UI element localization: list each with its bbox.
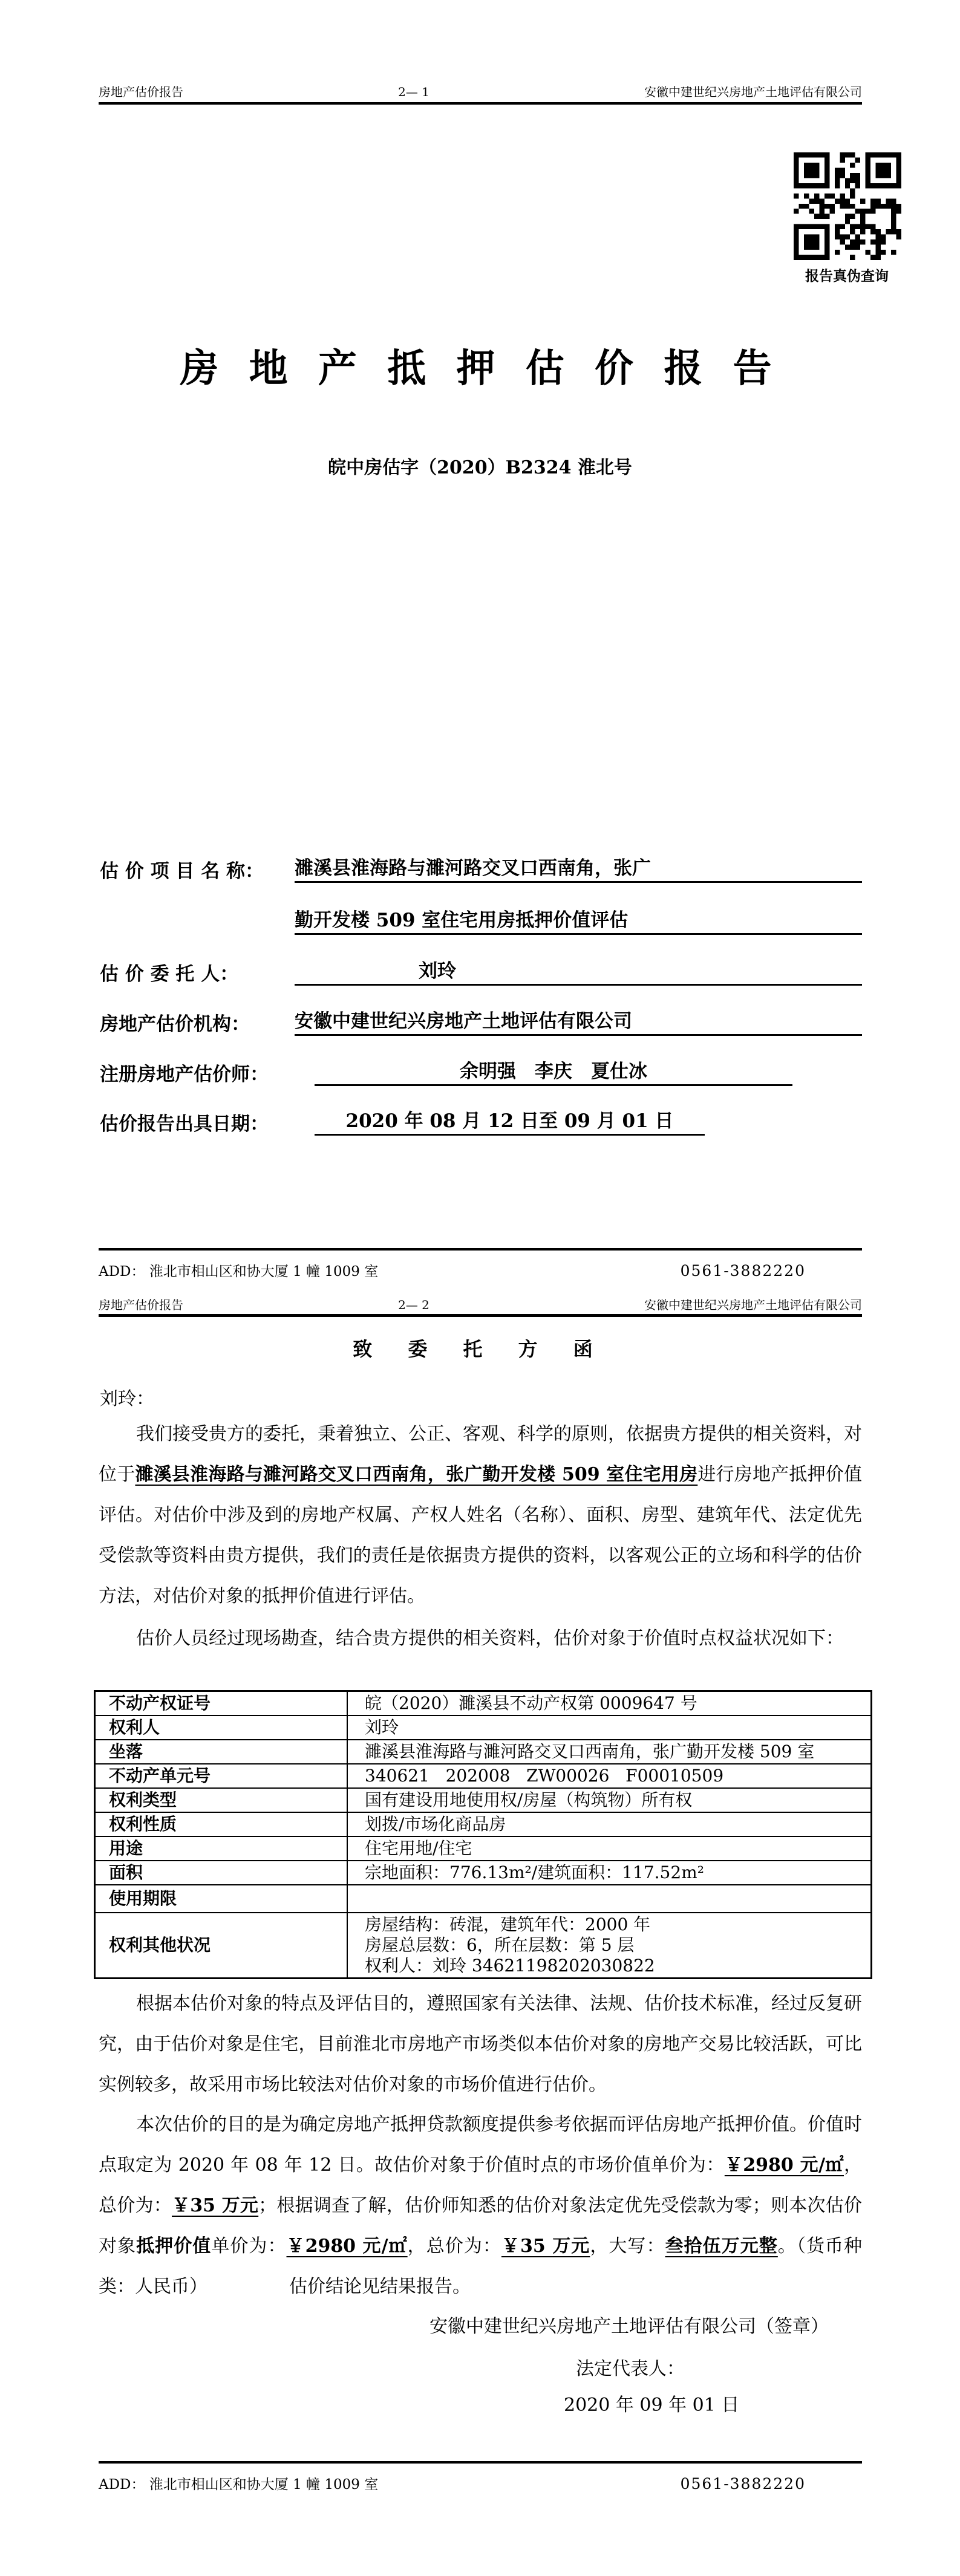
field-client-label: 估 价 委 托 人： [100,963,239,985]
field-issue-date-value: 2020 年 08 月 12 日至 09 月 01 日 [315,1105,705,1136]
table-row-label: 不动产权证号 [95,1691,348,1716]
text-segment: 估价结论见结果报告。 [198,2276,471,2297]
field-project-value-line2: 勤开发楼 509 室住宅用房抵押价值评估 [295,905,862,935]
page1-footer-rule [99,1248,862,1251]
table-row-value [347,1716,872,1740]
footer-phone: 0561-3882220 [680,1262,806,1280]
table-value-line: 房屋结构：砖混，建筑年代：2000 年 [365,1914,651,1934]
table-row [95,1716,872,1740]
table-row [95,1740,872,1764]
property-rights-table-body [95,1691,872,1979]
page2-footer-rule [99,2461,862,2464]
letter-paragraph-1 [99,1414,862,1616]
table-row-label: 使用期限 [95,1885,348,1913]
table-row-value [347,1913,872,1979]
footer-address: ADD： 淮北市相山区和协大厦 1 幢 1009 室 [99,1264,379,1280]
table-row [95,1788,872,1812]
text-segment: 濉溪县淮海路与濉河路交叉口西南角，张广勤开发楼 509 室住宅用房 [135,1464,698,1485]
table-row-label: 不动产单元号 [95,1764,348,1788]
signature-company: 安徽中建世纪兴房地产土地评估有限公司（签章） [429,2316,829,2337]
signature-legal-rep: 法定代表人： [576,2358,685,2379]
letter-paragraph-3: 根据本估价对象的特点及评估目的，遵照国家有关法律、法规、估价技术标准，经过反复研究，由于估价对象是住宅，目前淮北市房地产市场类似本估价对象的房地产交易比较活跃，可比实例较多，故采用市场比较法对估价对象的市场价值进行估价。 [99,1993,862,2095]
header-company-name: 安徽中建世纪兴房地产土地评估有限公司 [644,85,862,99]
header-page-number: 2— 2 [398,1298,429,1312]
table-row-value [347,1861,872,1885]
table-value-line: 住宅用地/住宅 [365,1838,472,1858]
letter-title: 致 委 托 方 函 [353,1338,607,1361]
text-segment: ￥35 万元 [171,2195,259,2216]
letter-paragraph-2: 估价人员经过现场勘查，结合贵方提供的相关资料，估价对象于价值时点权益状况如下： [136,1628,844,1649]
footer-address: ADD： 淮北市相山区和协大厦 1 幢 1009 室 [99,2477,379,2493]
table-row-value [347,1836,872,1861]
table-row [95,1885,872,1913]
table-value-line [365,1888,870,1909]
table-row-value [347,1691,872,1716]
qr-code [794,152,901,260]
letter-salutation: 刘玲： [100,1388,154,1410]
table-row-value [347,1885,872,1913]
text-segment: 叁拾伍万元整 [665,2236,778,2257]
letter-paragraph-4 [99,2104,862,2307]
table-value-line: 权利人：刘玲 34621198202030822 [365,1956,655,1976]
header-doc-type: 房地产估价报告 [99,85,183,99]
report-doc-number: 皖中房估字（2020）B2324 淮北号 [328,457,632,478]
qr-caption: 报告真伪查询 [805,268,889,284]
footer-phone: 0561-3882220 [680,2475,806,2493]
table-row-label: 权利类型 [95,1788,348,1812]
header-doc-type: 房地产估价报告 [99,1298,183,1312]
table-row-value [347,1740,872,1764]
table-row-label: 权利其他状况 [95,1913,348,1979]
text-segment: ；根据调查了解，估价师知悉的估价对象法定优先受偿款为零；则本次估价对象 [99,2195,863,2257]
field-issue-date [100,1104,862,1136]
table-value-line: 国有建设用地使用权/房屋（构筑物）所有权 [365,1790,693,1810]
table-row-label: 面积 [95,1861,348,1885]
table-value-line: 宗地面积：776.13m²/建筑面积：117.52m² [365,1862,704,1882]
text-segment: 我们接受贵方的委托，秉着独立、公正、客观、科学的原则，依据贵方提供的相关资料，对位于 [99,1423,862,1485]
table-value-line: 340621 202008 ZW00026 F00010509 [365,1766,724,1786]
header-page-number: 2— 1 [398,85,429,99]
table-row [95,1836,872,1861]
table-row [95,1764,872,1788]
page1-header-rule [99,102,862,105]
text-segment: ￥35 万元 [501,2236,590,2257]
text-segment: ，总价为： [99,2155,862,2216]
text-segment: 单价为： [211,2236,287,2257]
field-project-name [100,851,862,883]
field-project-name-cont [100,903,862,935]
text-segment: 抵押价值 [136,2236,212,2257]
field-client-value: 刘玲 [295,955,862,986]
text-segment: 本次估价的目的是为确定房地产抵押贷款额度提供参考依据而评估房地产抵押价值。价值时点取定为 2020 年 08 年 12 日。故估价对象于价值时点的市场价值单价为： [99,2114,862,2176]
header-company-name: 安徽中建世纪兴房地产土地评估有限公司 [644,1298,862,1312]
page2-header [99,1295,862,1313]
field-appraisers-label: 注册房地产估价师： [100,1064,269,1085]
text-segment: 。（货币种类：人民币） [99,2236,863,2297]
field-issue-date-label: 估价报告出具日期： [100,1113,269,1135]
table-value-line: 刘玲 [365,1717,399,1737]
property-rights-table [94,1690,872,1979]
table-row-label: 坐落 [95,1740,348,1764]
signature-date: 2020 年 09 年 01 日 [564,2395,740,2416]
page1-header [99,82,862,100]
table-value-line: 皖（2020）濉溪县不动产权第 0009647 号 [365,1693,697,1713]
page2-header-rule [99,1314,862,1317]
table-value-line: 房屋总层数：6，所在层数：第 5 层 [365,1935,635,1955]
field-client [100,954,862,986]
qr-code-image [794,152,901,260]
field-appraisers [100,1055,862,1086]
page2-footer [99,2473,862,2493]
table-row-label: 用途 [95,1836,348,1861]
table-value-line: 濉溪县淮海路与濉河路交叉口西南角，张广勤开发楼 509 室 [365,1742,815,1761]
field-agency [100,1004,862,1036]
table-row [95,1812,872,1836]
text-segment: 进行房地产抵押价值评估。对估价中涉及到的房地产权属、产权人姓名（名称）、面积、房型、建筑年代、法定优先受偿款等资料由贵方提供，我们的责任是依据贵方提供的资料，以客观公正的立场和科学的估价方法，对估价对象的抵押价值进行评估。 [99,1464,863,1607]
field-appraisers-value: 余明强 李庆 夏仕冰 [315,1056,792,1086]
field-agency-value: 安徽中建世纪兴房地产土地评估有限公司 [295,1006,862,1036]
field-project-value-line1: 濉溪县淮海路与濉河路交叉口西南角，张广 [295,853,862,883]
text-segment: ，总价为： [407,2236,501,2257]
table-row [95,1691,872,1716]
table-row-label: 权利人 [95,1716,348,1740]
table-value-line: 划拨/市场化商品房 [365,1814,506,1834]
table-row-value [347,1788,872,1812]
text-segment: ￥2980 元/㎡ [286,2236,408,2257]
field-agency-label: 房地产估价机构： [100,1013,250,1035]
table-row-value [347,1764,872,1788]
report-title: 房 地 产 抵 押 估 价 报 告 [180,346,780,391]
table-row [95,1913,872,1979]
table-row [95,1861,872,1885]
text-segment: ，大写： [590,2236,665,2257]
text-segment: ￥2980 元/㎡ [724,2155,844,2176]
table-row-label: 权利性质 [95,1812,348,1836]
field-project-label: 估 价 项 目 名 称： [100,860,264,882]
page1-footer [99,1260,862,1280]
table-row-value [347,1812,872,1836]
